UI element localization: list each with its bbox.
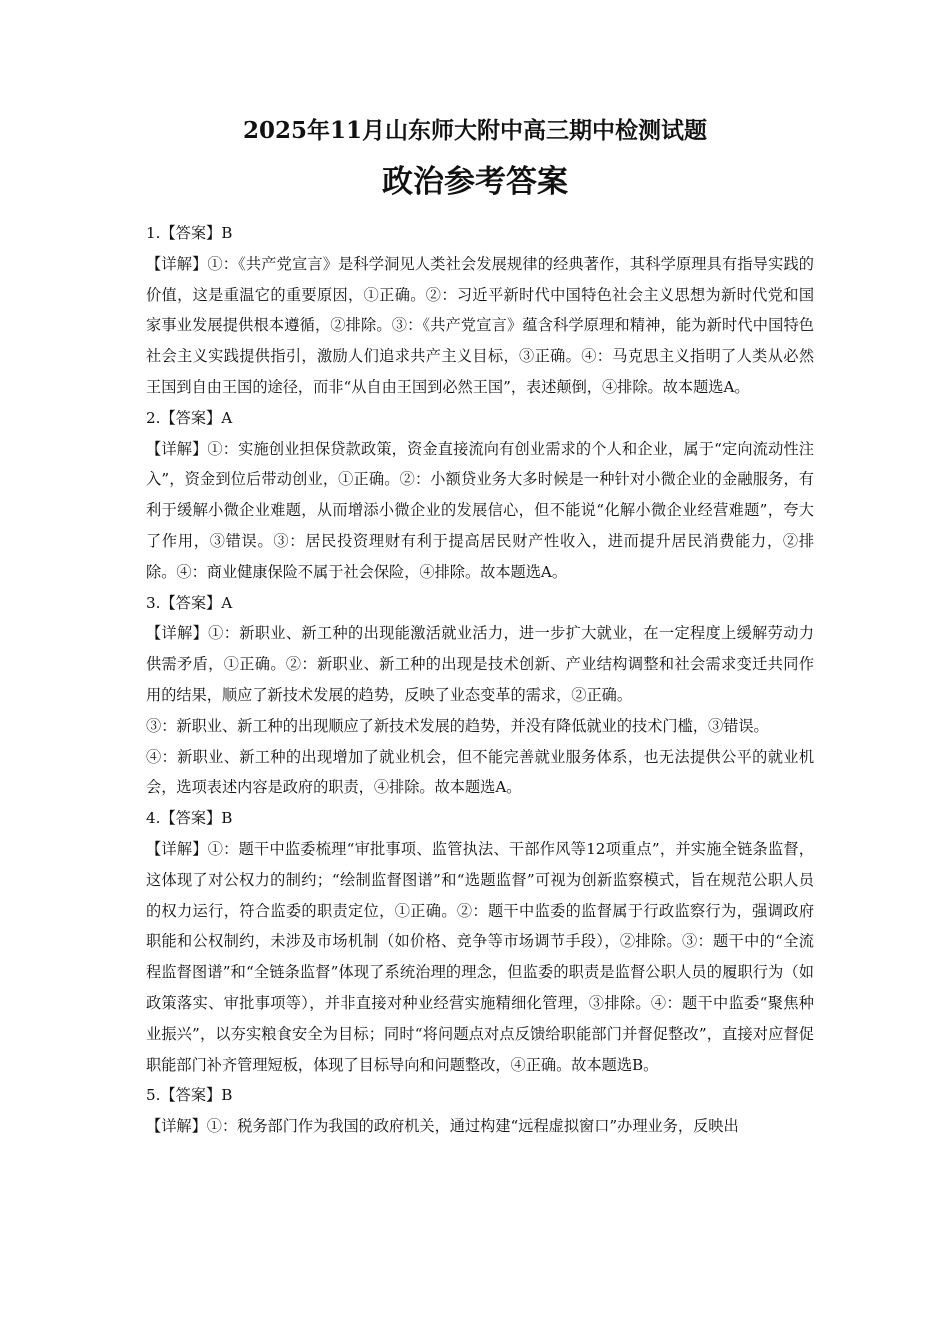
answer-detail-extra: ③：新职业、新工种的出现顺应了新技术发展的趋势，并没有降低就业的技术门槛，③错误。 bbox=[146, 716, 769, 735]
answer-line: 3.【答案】A bbox=[146, 593, 233, 612]
answer-detail: 【详解】①：税务部门作为我国的政府机关，通过构建“远程虚拟窗口”办理业务，反映出 bbox=[146, 1117, 739, 1136]
question-3 bbox=[146, 588, 814, 804]
answer-line: 5.【答案】B bbox=[146, 1086, 233, 1105]
answer-detail-extra: ④：新职业、新工种的出现增加了就业机会，但不能完善就业服务体系，也无法提供公平的就业机会，选项表述内容是政府的职责，④排除。故本题选A。 bbox=[146, 747, 814, 797]
answer-line: 4.【答案】B bbox=[146, 809, 233, 828]
document-title: 2025年11月山东师大附中高三期中检测试题 bbox=[242, 117, 708, 144]
answer-content bbox=[146, 218, 814, 1142]
answer-detail: 【详解】①：新职业、新工种的出现能激活就业活力，进一步扩大就业，在一定程度上缓解劳动力供需矛盾，①正确。②：新职业、新工种的出现是技术创新、产业结构调整和社会需求变迁共同作用的结果，顺应了新技术发展的趋势，反映了业态变革的需求，②正确。 bbox=[146, 624, 814, 704]
answer-line: 2.【答案】A bbox=[146, 408, 233, 427]
answer-detail: 【详解】①：题干中监委梳理“审批事项、监管执法、干部作风等12项重点”，并实施全链条监督，这体现了对公权力的制约；“绘制监督图谱”和“选题监督”可视为创新监察模式，旨在规范公职人员的权力运行，符合监委的职责定位，①正确。②：题干中监委的监督属于行政监察行为，强调政府职能和公权制约，未涉及市场机制（如价格、竞争等市场调节手段），②排除。③：题干中的“全流程监督图谱”和“全链条监督”体现了系统治理的理念，但监委的职责是监督公职人员的履职行为（如政策落实、审批事项等），并非直接对种业经营实施精细化管理，③排除。④：题干中监委“聚焦种业振兴”，以夯实粮食安全为目标；同时“将问题点对点反馈给职能部门并督促整改”，直接对应督促职能部门补齐管理短板，体现了目标导向和问题整改，④正确。故本题选B。 bbox=[146, 839, 814, 1074]
document-subtitle: 政治参考答案 bbox=[382, 164, 568, 200]
answer-detail: 【详解】①：《共产党宣言》是科学洞见人类社会发展规律的经典著作，其科学原理具有指导实践的价值，这是重温它的重要原因，①正确。②：习近平新时代中国特色社会主义思想为新时代党和国家事业发展提供根本遵循，②排除。③：《共产党宣言》蕴含科学原理和精神，能为新时代中国特色社会主义实践提供指引，激励人们追求共产主义目标，③正确。④：马克思主义指明了人类从必然王国到自由王国的途径，而非“从自由王国到必然王国”，表述颠倒，④排除。故本题选A。 bbox=[146, 254, 814, 396]
question-5 bbox=[146, 1080, 814, 1142]
question-4 bbox=[146, 803, 814, 1080]
answer-line: 1.【答案】B bbox=[146, 224, 233, 242]
question-2 bbox=[146, 403, 814, 588]
answer-detail: 【详解】①：实施创业担保贷款政策，资金直接流向有创业需求的个人和企业，属于“定向流动性注入”，资金到位后带动创业，①正确。②：小额贷业务大多时候是一种针对小微企业的金融服务，有利于缓解小微企业难题，从而增添小微企业的发展信心，但不能说“化解小微企业经营难题”，夸大了作用，③错误。③：居民投资理财有利于提高居民财产性收入，进而提升居民消费能力，②排除。④：商业健康保险不属于社会保险，④排除。故本题选A。 bbox=[146, 439, 814, 581]
question-1 bbox=[146, 218, 814, 403]
